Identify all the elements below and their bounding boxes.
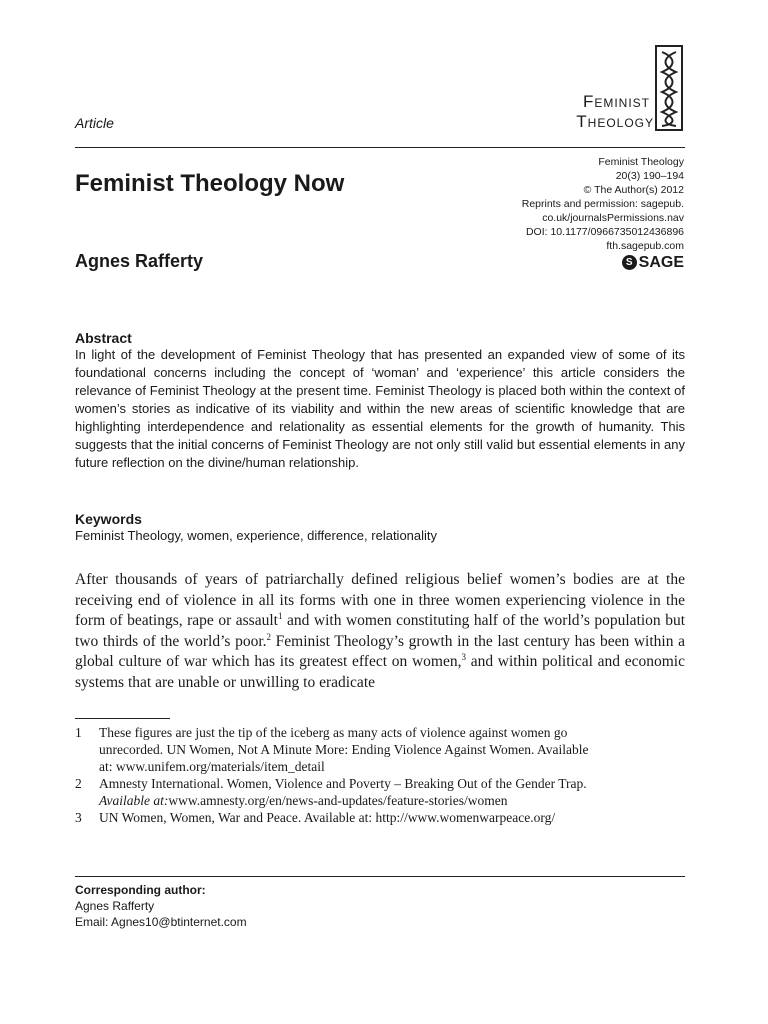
footnote-line [99, 792, 685, 809]
footnote [75, 775, 685, 809]
abstract-heading: Abstract [75, 330, 132, 346]
footnote-line: unrecorded. UN Women, Not A Minute More: Ending Violence Against Women. Available [99, 742, 589, 757]
copyright: © The Author(s) 2012 [583, 184, 684, 196]
body-paragraph [75, 570, 685, 693]
footnote-line: These figures are just the tip of the iceberg as many acts of violence against women go [99, 725, 568, 740]
footnote-ref-2: 2 [266, 631, 271, 642]
publication-metadata [522, 155, 684, 270]
sage-mark-icon: S [622, 255, 637, 270]
footnote-line: Amnesty International. Women, Violence and Poverty – Breaking Out of the Gender Trap. [99, 776, 587, 791]
footnote-text [99, 809, 685, 826]
journal-site: fth.sagepub.com [606, 240, 684, 252]
doi: DOI: 10.1177/0966735012436896 [525, 226, 684, 238]
footnote-text [99, 775, 685, 809]
keywords-text: Feminist Theology, women, experience, difference, relationality [75, 528, 438, 543]
sage-logo [622, 255, 684, 270]
footnote-ref-3: 3 [461, 651, 466, 662]
journal-logo [524, 44, 684, 134]
abstract-text: In light of the development of Feminist Theology that has presented an expanded view of some of its foundational concerns including the concept of ‘woman’ and ‘experience’ this article considers the relevance of Feminist Theology at the present time. Feminist Theology is placed both within the context of women’s stories as indicative of its viability and within the new areas of scientific knowledge that are highlighting interdependence and relationality as essential elements for the growth of humanity. This suggests that the initial concerns of Feminist Theology are not only still valid but essential elements in any future reflection on the divine/human relationship. [75, 347, 685, 470]
keywords-heading: Keywords [75, 511, 142, 527]
header-divider [75, 147, 685, 148]
footnote-number: 1 [75, 725, 82, 740]
corresponding-author-divider [75, 876, 685, 877]
footnote-number: 3 [75, 810, 82, 825]
footnote-number: 2 [75, 776, 82, 791]
footnote [75, 809, 685, 826]
footnotes [75, 724, 685, 826]
journal-name: Feminist Theology [598, 156, 684, 168]
article-type-label: Article [75, 115, 114, 131]
journal-logo-line2: Theology [576, 112, 654, 131]
corresponding-author-email: Email: Agnes10@btinternet.com [75, 915, 247, 929]
celtic-knot-icon [654, 44, 684, 132]
body-text-part-3: Feminist Theology’s growth in the last century has been within a global culture of war which has its greatest effect on women, [75, 632, 685, 670]
footnote-line: UN Women, Women, War and Peace. Available at: http://www.womenwarpeace.org/ [99, 810, 556, 825]
reprints-line-1: Reprints and permission: sagepub. [521, 198, 684, 210]
body-text-part-2: and with women constituting half of the world’s population but two thirds of the world’s poor. [75, 612, 686, 650]
article-title: Feminist Theology Now [75, 170, 345, 197]
journal-logo-line1: Feminist [582, 92, 650, 111]
footnote-url: www.amnesty.org/en/news-and-updates/feature-stories/women [168, 793, 508, 808]
footnote [75, 724, 685, 775]
corresponding-author-heading: Corresponding author: [75, 883, 206, 897]
body-text-part-4: and within political and economic systems that are unable or unwilling to eradicate [75, 653, 685, 691]
sage-logo-text: SAGE [638, 253, 684, 271]
reprints-line-2: co.uk/journalsPermissions.nav [542, 212, 684, 224]
corresponding-author-name: Agnes Rafferty [75, 899, 155, 913]
footnote-divider [75, 718, 170, 719]
footnote-italic-label: Available at: [99, 793, 169, 808]
author-name: Agnes Rafferty [75, 251, 204, 271]
footnote-ref-1: 1 [277, 610, 283, 621]
corresponding-author [75, 882, 247, 930]
issue-pages: 20(3) 190–194 [615, 170, 684, 182]
footnote-text [99, 724, 685, 775]
body-text-part-1: After thousands of years of patriarchally defined religious belief women’s bodies are at the receiving end of violence in all its forms with one in three women experiencing violence in the form of beatings, rape or assault [75, 571, 685, 629]
footnote-line: at: www.unifem.org/materials/item_detail [99, 759, 325, 774]
